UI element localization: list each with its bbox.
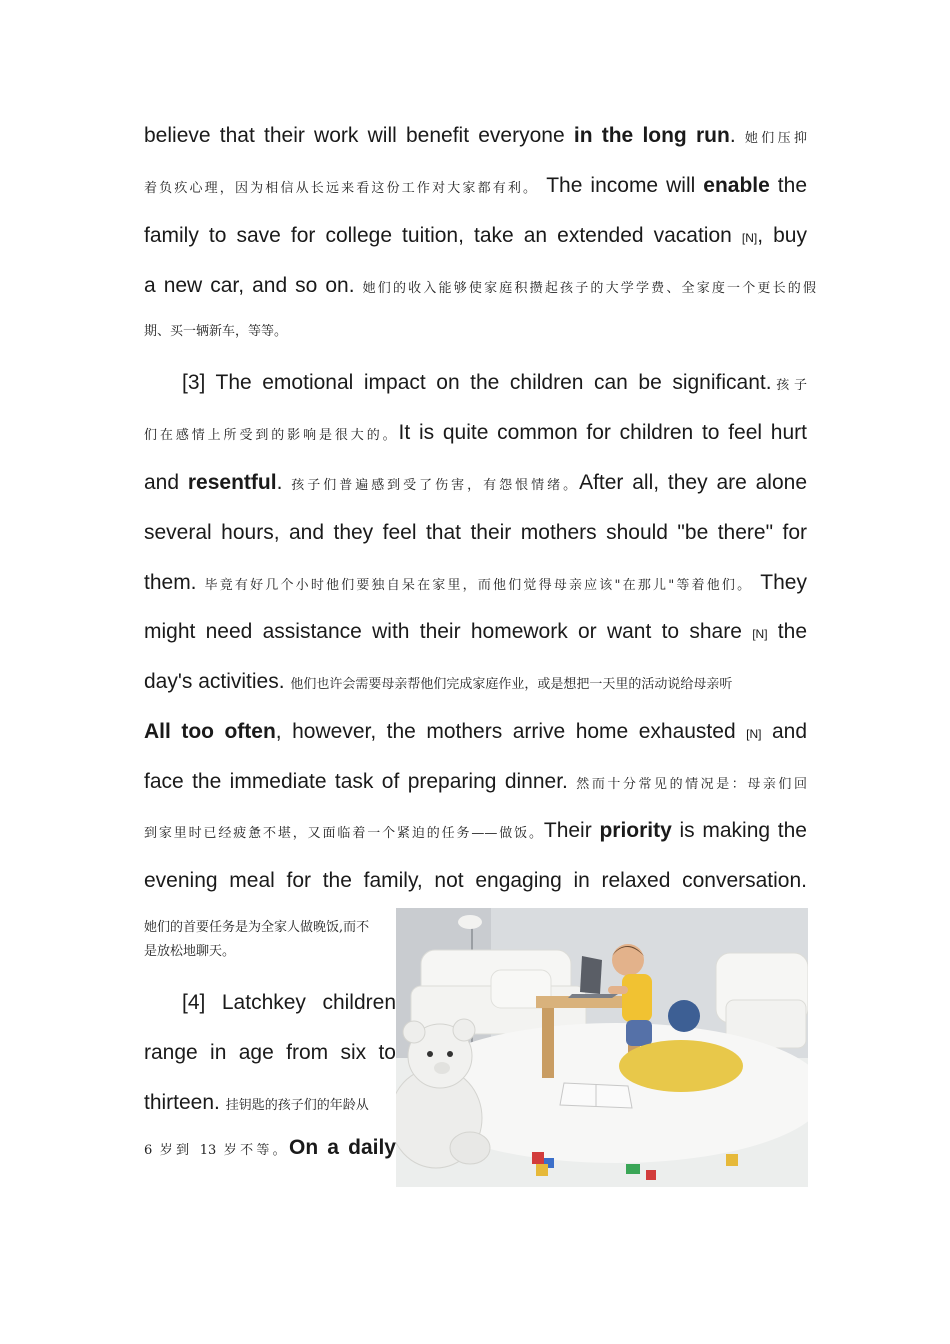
text-line-6 [144, 370, 807, 399]
line-text: is making the [671, 819, 807, 842]
line-text: believe that their work will benefit everyone [144, 124, 574, 147]
bold-term: enable [703, 174, 770, 197]
chinese-translation: 她们的首要任务是为全家人做晚饭,而不 [144, 920, 370, 935]
chinese-translation: 挂钥匙的孩子们的年龄从 [225, 1098, 369, 1113]
bold-term: in the long run [573, 124, 730, 147]
chinese-translation: 毕竟有好几个小时他们要独自呆在家里，而他们觉得母亲应该"在那儿"等着他们。 [204, 578, 753, 593]
line-text: the [769, 174, 808, 197]
line-text: . [276, 471, 292, 494]
text-line-12 [144, 669, 807, 698]
chinese-translation: 到家里时已经疲惫不堪，又面临着一个紧迫的任务——做饭。 [144, 826, 544, 841]
bold-term: resentful [187, 471, 277, 494]
text-line-15 [144, 818, 807, 847]
line-text: a new car, and so on. [144, 274, 363, 297]
text-line-16 [144, 868, 807, 894]
chinese-translation: 她们压抑 [744, 131, 807, 146]
line-text: . [729, 124, 745, 147]
text-line-4 [144, 273, 816, 302]
child-laptop-photo [396, 908, 808, 1187]
text-line-19 [144, 990, 396, 1016]
line-text: , however, the mothers arrive home exhausted [275, 720, 747, 743]
line-text: After all, they are alone [579, 471, 807, 494]
bold-term: On a daily [289, 1136, 396, 1159]
chinese-translation: 孩子们普遍感到受了伤害，有怨恨情绪。 [291, 478, 580, 493]
line-text: It is quite common for children to feel hurt [398, 421, 807, 444]
line-text: face the immediate task of preparing dinner. [144, 770, 577, 793]
text-line-9 [144, 520, 807, 546]
note-tag: [N] [741, 231, 758, 245]
line-text: Their [543, 819, 600, 842]
line-text: several hours, and they feel that their mothers should "be there" for [144, 521, 807, 544]
text-line-3 [144, 223, 807, 251]
line-text: day's activities. [144, 670, 291, 693]
note-tag: [N] [752, 627, 768, 641]
text-line-13 [144, 719, 807, 747]
text-line-7 [144, 420, 807, 449]
line-text: [4] Latchkey children [182, 991, 396, 1014]
chinese-translation: 他们也许会需要母亲帮他们完成家庭作业，或是想把一天里的活动说给母亲听 [290, 677, 733, 692]
text-line-10 [144, 570, 807, 599]
line-text: , buy [757, 224, 807, 247]
chinese-translation: 们在感情上所受到的影响是很大的。 [144, 428, 399, 443]
white-armchair [716, 953, 808, 1048]
line-text: the [767, 620, 807, 643]
line-text: [3] The emotional impact on the children can be significant. [182, 371, 772, 394]
line-text: They [752, 571, 807, 594]
text-line-22 [144, 1135, 396, 1164]
line-text: family to save for college tuition, take an extended vacation [144, 224, 742, 247]
line-text: and [144, 471, 188, 494]
text-line-1 [144, 123, 807, 152]
text-line-14 [144, 769, 807, 798]
yellow-cushion [619, 1040, 743, 1092]
line-text: The income will [538, 174, 704, 197]
chinese-translation: 6 岁到 13 岁不等。 [144, 1143, 289, 1158]
chinese-translation: 期、买一辆新车，等等。 [144, 324, 288, 339]
chinese-translation: 然而十分常见的情况是：母亲们回 [576, 777, 807, 792]
chinese-translation: 是放松地聊天。 [144, 944, 236, 959]
line-text: evening meal for the family, not engaging in relaxed conversation. [144, 869, 807, 892]
blue-ball [668, 1000, 700, 1032]
bold-term: All too often [144, 720, 276, 743]
text-line-20 [144, 1040, 396, 1066]
white-sofa [411, 950, 586, 1034]
bold-term: priority [599, 819, 672, 842]
open-book [560, 1083, 632, 1108]
chinese-translation: 她们的收入能够使家庭积攒起孩子的大学学费、全家度一个更长的假 [362, 281, 816, 296]
text-line-8 [144, 470, 807, 499]
line-text: thirteen. [144, 1091, 226, 1114]
note-tag: [N] [746, 727, 762, 741]
line-text: might need assistance with their homework or want to share [144, 620, 753, 643]
text-line-11 [144, 619, 807, 647]
line-text: range in age from six to [144, 1041, 396, 1064]
text-line-5 [144, 316, 807, 345]
line-text: them. [144, 571, 205, 594]
text-line-2 [144, 173, 807, 202]
chinese-translation: 着负疚心理，因为相信从长远来看这份工作对大家都有利。 [144, 181, 539, 196]
line-text: and [761, 720, 807, 743]
photo-illustration [396, 908, 808, 1187]
chinese-translation: 孩子 [771, 378, 807, 393]
